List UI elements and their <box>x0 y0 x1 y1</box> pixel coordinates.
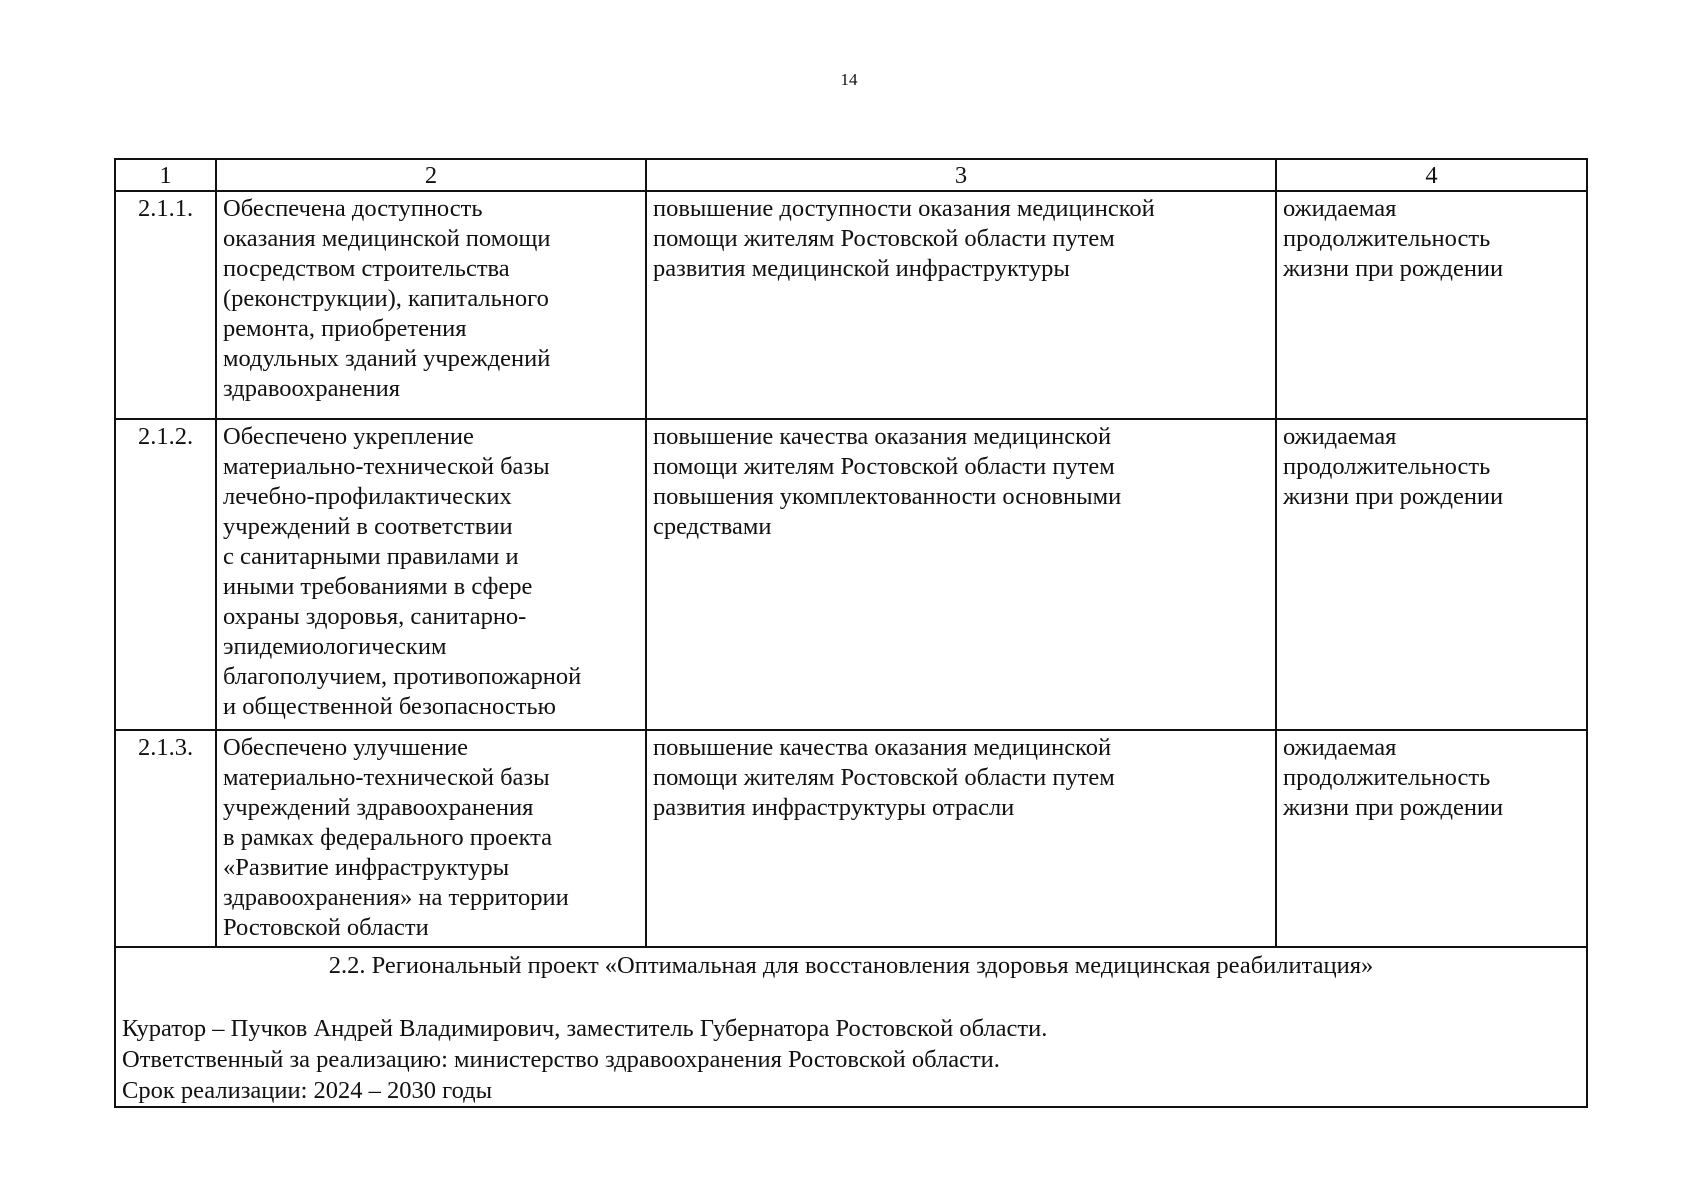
cell-line: (реконструкции), капитального <box>223 285 549 312</box>
section-term: Срок реализации: 2024 – 2030 годы <box>122 1077 493 1104</box>
cell-line: продолжительность <box>1283 764 1491 791</box>
cell-line: учреждений здравоохранения <box>223 794 534 821</box>
cell-line: Обеспечено улучшение <box>223 734 469 761</box>
cell-line: помощи жителям Ростовской области путем <box>653 225 1115 252</box>
table-row <box>115 419 1587 730</box>
row-number: 2.1.3. <box>115 730 216 947</box>
cell-line: жизни при рождении <box>1283 483 1504 510</box>
cell-line: повышения укомплектованности основными <box>653 483 1122 510</box>
cell-line: материально-технической базы <box>223 764 550 791</box>
cell-line: ожидаемая <box>1283 734 1397 761</box>
cell-line: помощи жителям Ростовской области путем <box>653 453 1115 480</box>
header-cell-2: 2 <box>216 159 646 191</box>
cell-line: жизни при рождении <box>1283 794 1504 821</box>
row-col2 <box>216 419 646 730</box>
row-col3 <box>646 730 1276 947</box>
cell-line: помощи жителям Ростовской области путем <box>653 764 1115 791</box>
section-cell <box>115 947 1587 1107</box>
row-number: 2.1.1. <box>115 191 216 419</box>
cell-line: иными требованиями в сфере <box>223 573 533 600</box>
cell-line: ремонта, приобретения <box>223 315 467 342</box>
cell-line: благополучием, противопожарной <box>223 663 582 690</box>
cell-line: охраны здоровья, санитарно- <box>223 603 527 630</box>
table-header-row <box>115 159 1587 191</box>
cell-line: развития инфраструктуры отрасли <box>653 794 1015 821</box>
cell-line: посредством строительства <box>223 255 510 282</box>
row-col3 <box>646 191 1276 419</box>
section-responsible: Ответственный за реализацию: министерство здравоохранения Ростовской области. <box>122 1046 1000 1073</box>
project-table <box>114 158 1588 1108</box>
cell-line: развития медицинской инфраструктуры <box>653 255 1070 282</box>
header-cell-4: 4 <box>1276 159 1587 191</box>
row-col4 <box>1276 730 1587 947</box>
cell-line: эпидемиологическим <box>223 633 447 660</box>
cell-line: в рамках федерального проекта <box>223 824 553 851</box>
cell-line: Ростовской области <box>223 914 429 941</box>
cell-line: модульных зданий учреждений <box>223 345 551 372</box>
cell-line: с санитарными правилами и <box>223 543 519 570</box>
page-number: 14 <box>840 70 858 89</box>
cell-line: Обеспечена доступность <box>223 195 483 222</box>
cell-line: ожидаемая <box>1283 195 1397 222</box>
cell-line: повышение качества оказания медицинской <box>653 734 1112 761</box>
row-col2 <box>216 191 646 419</box>
cell-line: ожидаемая <box>1283 423 1397 450</box>
row-col4 <box>1276 419 1587 730</box>
section-row <box>115 947 1587 1107</box>
cell-line: продолжительность <box>1283 453 1491 480</box>
row-col4 <box>1276 191 1587 419</box>
cell-line: учреждений в соответствии <box>223 513 513 540</box>
header-cell-1: 1 <box>115 159 216 191</box>
section-curator: Куратор – Пучков Андрей Владимирович, заместитель Губернатора Ростовской области. <box>122 1015 1048 1042</box>
cell-line: здравоохранения» на территории <box>223 884 569 911</box>
cell-line: «Развитие инфраструктуры <box>223 854 510 881</box>
header-cell-3: 3 <box>646 159 1276 191</box>
cell-line: жизни при рождении <box>1283 255 1504 282</box>
row-col2 <box>216 730 646 947</box>
cell-line: Обеспечено укрепление <box>223 423 474 450</box>
section-title: 2.2. Региональный проект «Оптимальная для восстановления здоровья медицинская реабилитация» <box>328 952 1374 979</box>
cell-line: и общественной безопасностью <box>223 693 556 720</box>
table-row <box>115 730 1587 947</box>
cell-line: средствами <box>653 513 772 540</box>
cell-line: лечебно-профилактических <box>223 483 512 510</box>
row-number: 2.1.2. <box>115 419 216 730</box>
cell-line: материально-технической базы <box>223 453 550 480</box>
cell-line: продолжительность <box>1283 225 1491 252</box>
row-col3 <box>646 419 1276 730</box>
cell-line: здравоохранения <box>223 375 400 402</box>
cell-line: повышение качества оказания медицинской <box>653 423 1112 450</box>
table-row <box>115 191 1587 419</box>
cell-line: повышение доступности оказания медицинской <box>653 195 1155 222</box>
cell-line: оказания медицинской помощи <box>223 225 551 252</box>
